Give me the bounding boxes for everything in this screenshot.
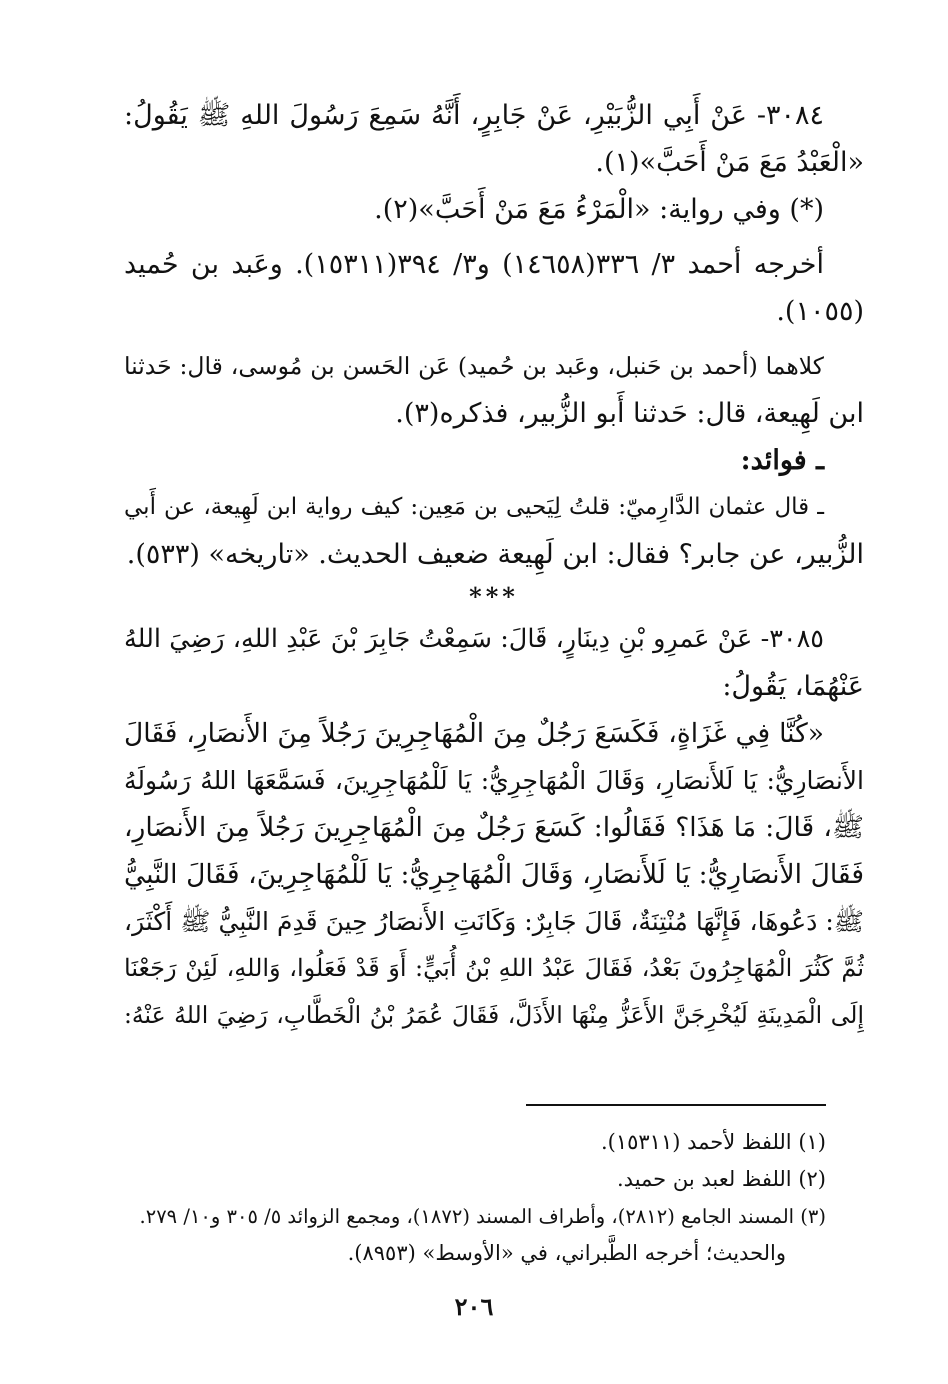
footnote-divider: [526, 1104, 826, 1106]
hadith-3085-line-5: ﷺ، قَالَ: مَا هَذَا؟ فَقَالُوا: كَسَعَ رَجُلٌ مِنَ الْمُهَاجِرِينَ رَجُلاً مِنَ الأَنصَارِ،: [124, 812, 864, 843]
hadith-3085-line-4: الأَنصَارِيُّ: يَا لَلأَنصَارِ، وَقَالَ الْمُهَاجِرِيُّ: يَا لَلْمُهَاجِرِينَ، فَسَمَّعَهَا اللهُ رَسُولَهُ: [124, 766, 864, 795]
hadith-3085-line-1: ٣٠٨٥- عَنْ عَمرِو بْنِ دِينَارٍ، قَالَ: سَمِعْتُ جَابِرَ بْنَ عَبْدِ اللهِ، رَضِيَ اللهُ: [124, 624, 824, 654]
isnad-line-1: كلاهما (أحمد بن حَنبل، وعَبد بن حُميد) عَن الحَسن بن مُوسى، قال: حَدثنا: [124, 352, 824, 380]
hadith-3085-line-2: عَنْهُمَا، يَقُولُ:: [722, 671, 864, 702]
hadith-3084-line-1: ٣٠٨٤- عَنْ أَبِي الزُّبَيْرِ، عَنْ جَابِرٍ، أَنَّهُ سَمِعَ رَسُولَ اللهِ ﷺ يَقُولُ:: [124, 100, 824, 131]
footnote-2: (٢) اللفظ لعبد بن حميد.: [617, 1167, 826, 1191]
takhrij-line-1: أخرجه أحمد ٣/ ٣٣٦(١٤٦٥٨) و٣/ ٣٩٤(١٥٣١١). وعَبد بن حُميد: [124, 249, 824, 280]
hadith-3085-line-3: «كُنَّا فِي غَزَاةٍ، فَكَسَعَ رَجُلٌ مِنَ الْمُهَاجِرِينَ رَجُلاً مِنَ الأَنصَارِ، فَقَالَ: [124, 718, 824, 749]
hadith-3085-line-8: ثُمَّ كَثُرَ الْمُهَاجِرُونَ بَعْدُ، فَقَالَ عَبْدُ اللهِ بْنُ أُبَيٍّ: أَوَ قَدْ فَعَلُوا، وَاللهِ، لَئِنْ رَجَعْنَا: [124, 954, 864, 982]
fawaid-line-2: الزُّبير، عن جابر؟ فقال: ابن لَهِيعة ضعيف الحديث. «تاريخه» (٥٣٣).: [126, 539, 864, 570]
hadith-3084-variant: (*) وفي رواية: «الْمَرْءُ مَعَ مَنْ أَحَبَّ»(٢).: [374, 194, 824, 225]
main-text: [124, 92, 864, 1039]
footnotes: [126, 1124, 826, 1272]
isnad-line-2: ابن لَهِيعة، قال: حَدثنا أَبو الزُّبير، فذكره(٣).: [395, 398, 864, 429]
section-separator: ***: [469, 582, 519, 611]
footnote-3-line-2: والحديث؛ أخرجه الطَّبراني، في «الأوسط» (٨٩٥٣).: [347, 1241, 786, 1265]
hadith-3085-line-9: إِلَى الْمَدِينَةِ لَيُخْرِجَنَّ الأَعَزُّ مِنْهَا الأَذَلَّ، فَقَالَ عُمَرُ بْنُ الْخَطَّابِ، رَضِيَ اللهُ عَنْهُ:: [124, 1001, 864, 1029]
takhrij-line-2: (١٠٥٥).: [776, 296, 864, 327]
hadith-3085-line-7: ﷺ: دَعُوهَا، فَإِنَّهَا مُنْتِنَةٌ، قَالَ جَابِرٌ: وَكَانَتِ الأَنصَارُ حِينَ قَدِمَ النَّبِيُّ ﷺ أَكْثَرَ،: [124, 907, 864, 936]
footnote-3-line-1: (٣) المسند الجامع (٢٨١٢)، وأطراف المسند (١٨٧٢)، ومجمع الزوائد ٥/ ٣٠٥ و١٠/ ٢٧٩.: [139, 1205, 826, 1228]
hadith-3084-line-2: «الْعَبْدُ مَعَ مَنْ أَحَبَّ»(١).: [595, 147, 864, 178]
fawaid-line-1: ـ قال عثمان الدَّارِميّ: قلتُ لِيَحيى بن مَعِين: كيف رواية ابن لَهِيعة، عن أَبي: [124, 494, 824, 520]
footnote-1: (١) اللفظ لأحمد (١٥٣١١).: [600, 1130, 826, 1154]
page-number: ٢٠٦: [454, 1292, 494, 1321]
hadith-3085-line-6: فَقَالَ الأَنصَارِيُّ: يَا لَلأَنصَارِ، وَقَالَ الْمُهَاجِرِيُّ: يَا لَلْمُهَاجِرِينَ، فَقَالَ النَّبِيُّ: [124, 859, 864, 890]
fawaid-heading: ـ فوائد:: [740, 445, 824, 476]
